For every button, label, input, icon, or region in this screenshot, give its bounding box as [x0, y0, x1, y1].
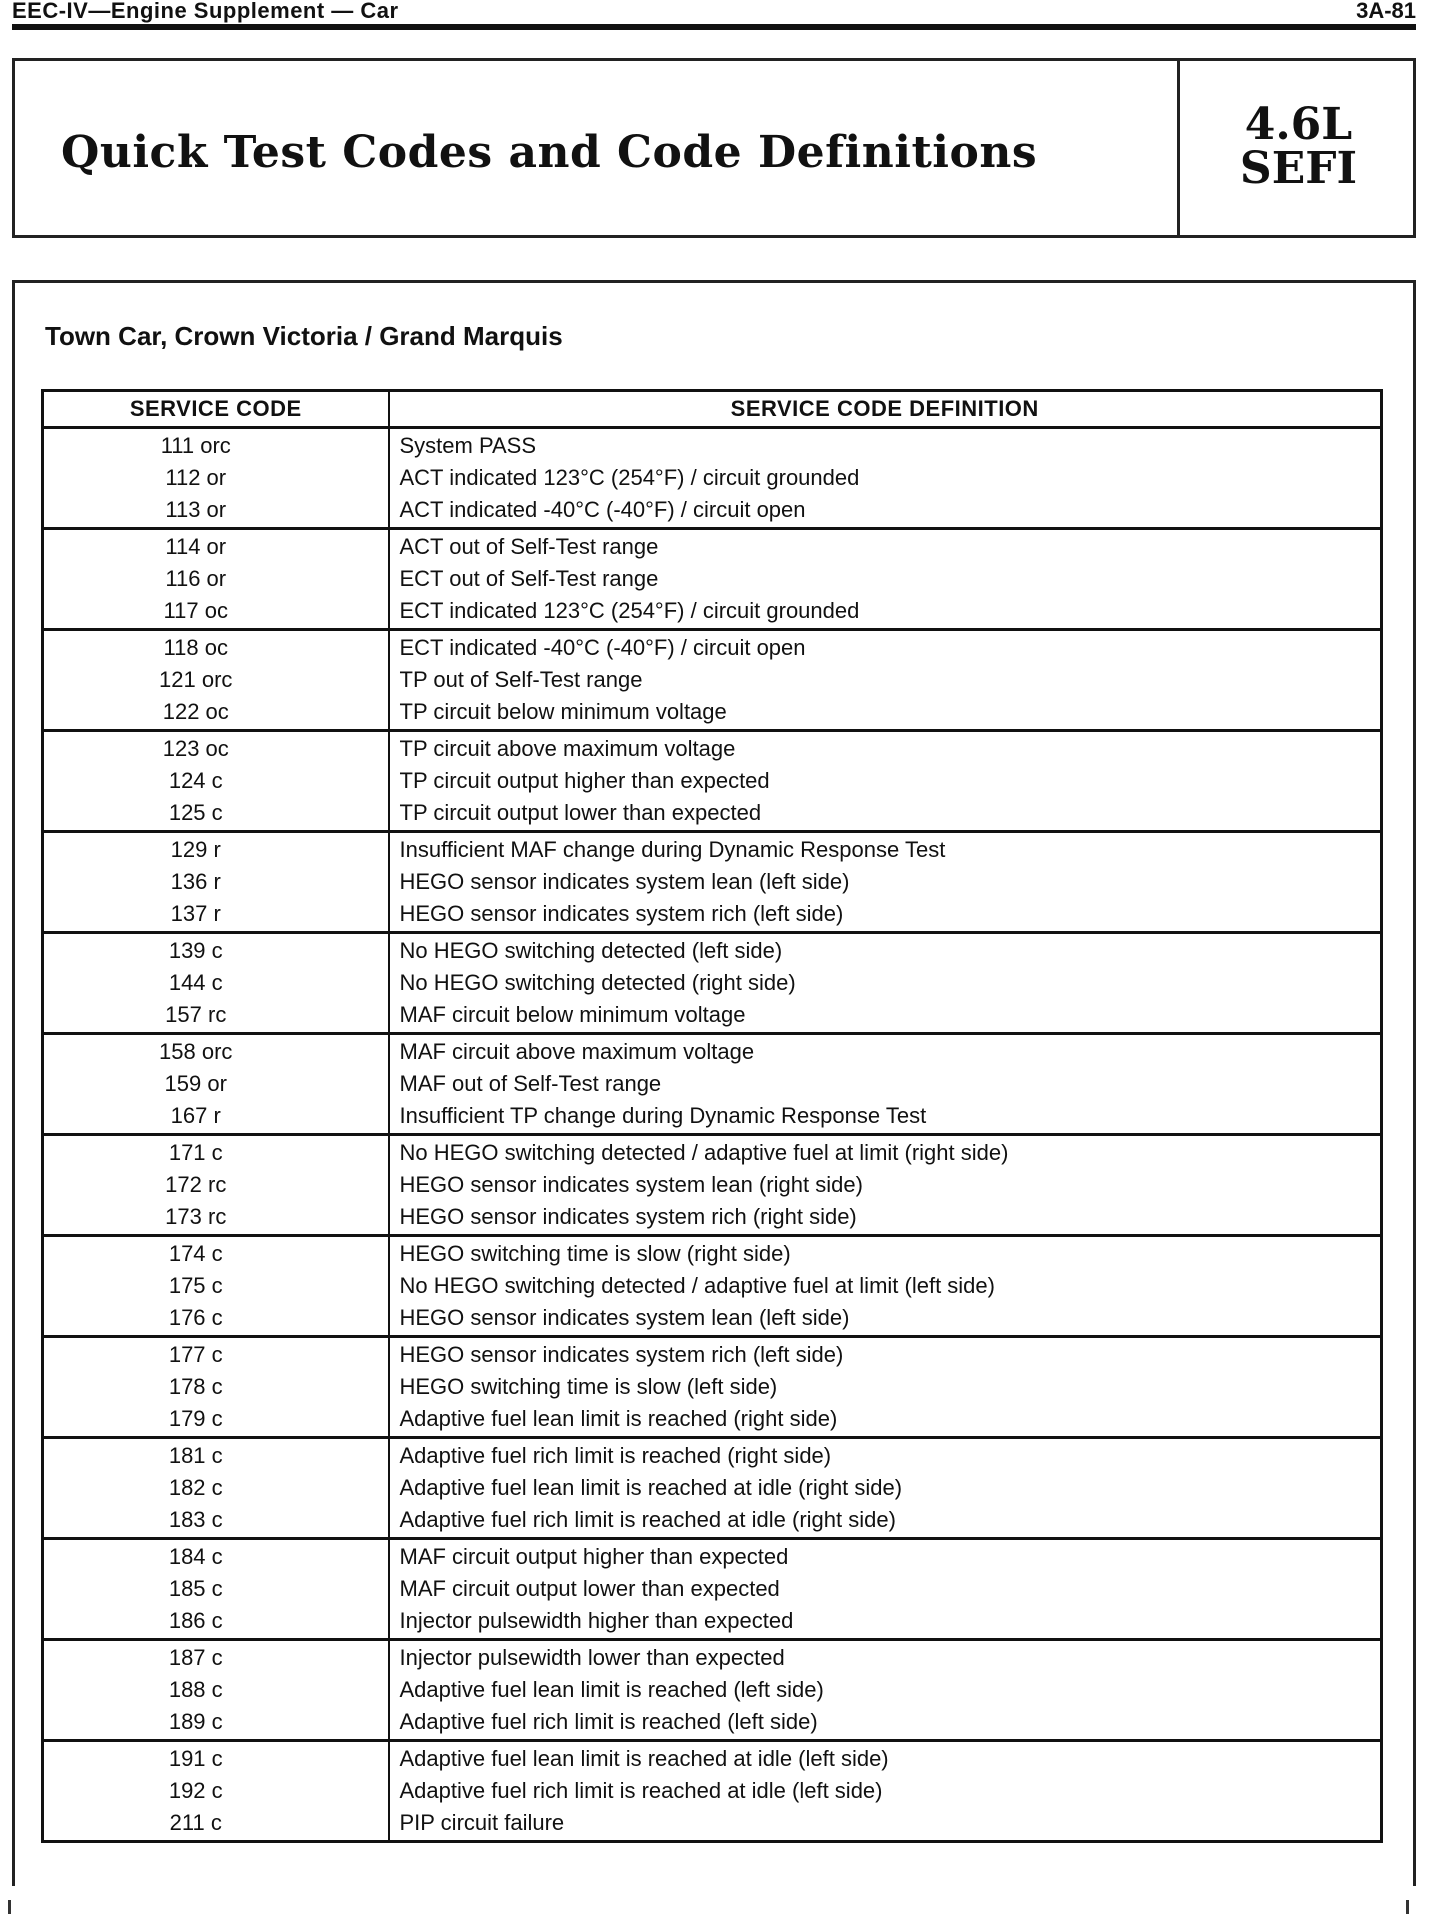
table-row	[43, 832, 1382, 933]
code-definition: Adaptive fuel rich limit is reached (right side)	[399, 1443, 832, 1468]
service-code: 189 c	[168, 1709, 223, 1734]
service-code: 211 c	[169, 1810, 222, 1835]
code-definition: Injector pulsewidth higher than expected	[399, 1608, 794, 1633]
service-code-cell	[43, 428, 389, 529]
service-code: 159 or	[164, 1071, 227, 1096]
service-code: 192 c	[168, 1778, 223, 1803]
service-code: 176 c	[168, 1305, 223, 1330]
code-definition: ACT out of Self-Test range	[399, 534, 659, 559]
header-service-code: SERVICE CODE	[43, 391, 389, 428]
service-code: 125 c	[168, 800, 223, 825]
service-code-cell	[43, 1438, 389, 1539]
code-definition: TP out of Self-Test range	[399, 667, 643, 692]
vehicle-subtitle: Town Car, Crown Victoria / Grand Marquis	[45, 321, 563, 351]
service-code: 137 r	[170, 901, 221, 926]
table-header-row	[43, 391, 1382, 428]
service-code: 129 r	[170, 837, 221, 862]
service-code-cell	[43, 1135, 389, 1236]
code-definition: No HEGO switching detected (right side)	[399, 970, 796, 995]
service-code: 118 oc	[163, 635, 228, 660]
service-code: 139 c	[168, 938, 223, 963]
header-page-number: 3A-81	[1356, 0, 1416, 23]
code-definition: TP circuit output lower than expected	[399, 800, 762, 825]
service-code: 183 c	[168, 1507, 223, 1532]
table-row	[43, 1236, 1382, 1337]
service-code: 122 oc	[162, 699, 229, 724]
table-row	[43, 933, 1382, 1034]
table-row	[43, 1741, 1382, 1842]
service-code: 136 r	[170, 869, 221, 894]
service-code: 186 c	[168, 1608, 223, 1633]
definition-cell	[389, 1135, 1382, 1236]
definition-cell	[389, 933, 1382, 1034]
service-code: 185 c	[168, 1576, 223, 1601]
definition-cell	[389, 1640, 1382, 1741]
service-code: 116 or	[165, 566, 227, 591]
service-code-cell	[43, 1337, 389, 1438]
service-code: 178 c	[168, 1374, 223, 1399]
service-code-cell	[43, 1236, 389, 1337]
title-divider	[1177, 61, 1180, 235]
code-definition: Insufficient TP change during Dynamic Response Test	[399, 1103, 927, 1128]
code-definition: TP circuit above maximum voltage	[399, 736, 736, 761]
code-definition: Insufficient MAF change during Dynamic Response Test	[399, 837, 946, 862]
header-manual-title: EEC-IV—Engine Supplement — Car	[12, 0, 399, 23]
table-body	[43, 428, 1382, 1842]
service-code-cell	[43, 1539, 389, 1640]
table-row	[43, 529, 1382, 630]
service-code: 167 r	[170, 1103, 221, 1128]
service-code: 171 c	[168, 1140, 223, 1165]
code-definition: PIP circuit failure	[399, 1810, 565, 1835]
code-definition: MAF out of Self-Test range	[399, 1071, 662, 1096]
definition-cell	[389, 1438, 1382, 1539]
code-definition: HEGO sensor indicates system rich (left side)	[399, 1342, 844, 1367]
table-row	[43, 1539, 1382, 1640]
table-row	[43, 630, 1382, 731]
code-definition: Injector pulsewidth lower than expected	[399, 1645, 785, 1670]
service-code: 144 c	[168, 970, 223, 995]
title-box	[12, 58, 1416, 238]
code-definition: No HEGO switching detected / adaptive fuel at limit (right side)	[399, 1140, 1009, 1165]
running-header	[12, 0, 1416, 30]
code-definition: Adaptive fuel rich limit is reached at idle (right side)	[399, 1507, 896, 1532]
service-code-cell	[43, 529, 389, 630]
code-definition: No HEGO switching detected (left side)	[399, 938, 783, 963]
definition-cell	[389, 529, 1382, 630]
code-definition: ACT indicated 123°C (254°F) / circuit grounded	[399, 465, 860, 490]
code-definition: System PASS	[399, 433, 537, 458]
code-definition: Adaptive fuel rich limit is reached at idle (left side)	[399, 1778, 883, 1803]
service-code: 158 orc	[159, 1039, 233, 1064]
service-code: 124 c	[168, 768, 223, 793]
code-definition: TP circuit output higher than expected	[399, 768, 770, 793]
service-code: 111 orc	[160, 433, 231, 458]
code-definition: MAF circuit output higher than expected	[399, 1544, 789, 1569]
definition-cell	[389, 731, 1382, 832]
table-row	[43, 1034, 1382, 1135]
definition-cell	[389, 1539, 1382, 1640]
service-code-cell	[43, 1034, 389, 1135]
code-definition: No HEGO switching detected / adaptive fuel at limit (left side)	[399, 1273, 995, 1298]
table-row	[43, 1337, 1382, 1438]
code-definition: HEGO switching time is slow (left side)	[399, 1374, 778, 1399]
code-definition: ECT out of Self-Test range	[399, 566, 659, 591]
code-definition: Adaptive fuel lean limit is reached (right side)	[399, 1406, 838, 1431]
service-code: 117 oc	[163, 598, 228, 623]
service-code: 123 oc	[162, 736, 229, 761]
service-code: 157 rc	[165, 1002, 227, 1027]
table-row	[43, 428, 1382, 529]
code-definition: HEGO sensor indicates system lean (left side)	[399, 1305, 850, 1330]
code-definition: ACT indicated -40°C (-40°F) / circuit open	[399, 497, 806, 522]
code-definition: HEGO sensor indicates system rich (right side)	[399, 1204, 857, 1229]
code-definition: HEGO switching time is slow (right side)	[399, 1241, 791, 1266]
page-edge-mark	[1406, 1900, 1409, 1914]
service-code: 191 c	[168, 1746, 223, 1771]
table-row	[43, 1135, 1382, 1236]
service-code: 182 c	[168, 1475, 223, 1500]
service-code: 181 c	[168, 1443, 223, 1468]
service-code-cell	[43, 933, 389, 1034]
service-code: 172 rc	[165, 1172, 227, 1197]
code-definition: HEGO sensor indicates system rich (left side)	[399, 901, 844, 926]
page-title: Quick Test Codes and Code Definitions	[61, 127, 1038, 178]
code-definition: Adaptive fuel lean limit is reached at idle (left side)	[399, 1746, 889, 1771]
definition-cell	[389, 428, 1382, 529]
service-code: 174 c	[168, 1241, 223, 1266]
page-edge-mark	[8, 1900, 11, 1914]
engine-label	[1181, 99, 1416, 194]
service-code: 112 or	[165, 465, 227, 490]
code-definition: HEGO sensor indicates system lean (right side)	[399, 1172, 863, 1197]
definition-cell	[389, 1741, 1382, 1842]
table-row	[43, 1640, 1382, 1741]
code-definition: Adaptive fuel lean limit is reached at idle (right side)	[399, 1475, 903, 1500]
service-code-cell	[43, 1640, 389, 1741]
service-code: 173 rc	[165, 1204, 227, 1229]
service-code: 121 orc	[159, 667, 233, 692]
table-row	[43, 731, 1382, 832]
content-box	[12, 280, 1416, 1886]
service-code-cell	[43, 1741, 389, 1842]
code-definition: MAF circuit below minimum voltage	[399, 1002, 746, 1027]
service-code: 188 c	[168, 1677, 223, 1702]
code-definition: ECT indicated -40°C (-40°F) / circuit open	[399, 635, 806, 660]
code-definition: ECT indicated 123°C (254°F) / circuit grounded	[399, 598, 860, 623]
service-code: 114 or	[165, 534, 227, 559]
service-code: 177 c	[168, 1342, 223, 1367]
table-row	[43, 1438, 1382, 1539]
service-code: 179 c	[168, 1406, 223, 1431]
service-code: 175 c	[168, 1273, 223, 1298]
code-definition: MAF circuit above maximum voltage	[399, 1039, 755, 1064]
service-code-table	[41, 389, 1383, 1843]
code-definition: TP circuit below minimum voltage	[399, 699, 727, 724]
code-definition: Adaptive fuel rich limit is reached (left side)	[399, 1709, 818, 1734]
definition-cell	[389, 630, 1382, 731]
service-code: 113 or	[165, 497, 227, 522]
engine-fuel-system: SEFI	[1239, 143, 1358, 194]
definition-cell	[389, 1236, 1382, 1337]
service-code: 187 c	[168, 1645, 223, 1670]
code-definition: HEGO sensor indicates system lean (left side)	[399, 869, 850, 894]
header-service-code-definition: SERVICE CODE DEFINITION	[389, 391, 1382, 428]
service-code-cell	[43, 731, 389, 832]
definition-cell	[389, 1034, 1382, 1135]
definition-cell	[389, 1337, 1382, 1438]
code-definition: Adaptive fuel lean limit is reached (left side)	[399, 1677, 824, 1702]
definition-cell	[389, 832, 1382, 933]
service-code: 184 c	[168, 1544, 223, 1569]
service-code-cell	[43, 630, 389, 731]
code-definition: MAF circuit output lower than expected	[399, 1576, 780, 1601]
engine-displacement: 4.6L	[1244, 99, 1353, 150]
service-code-cell	[43, 832, 389, 933]
